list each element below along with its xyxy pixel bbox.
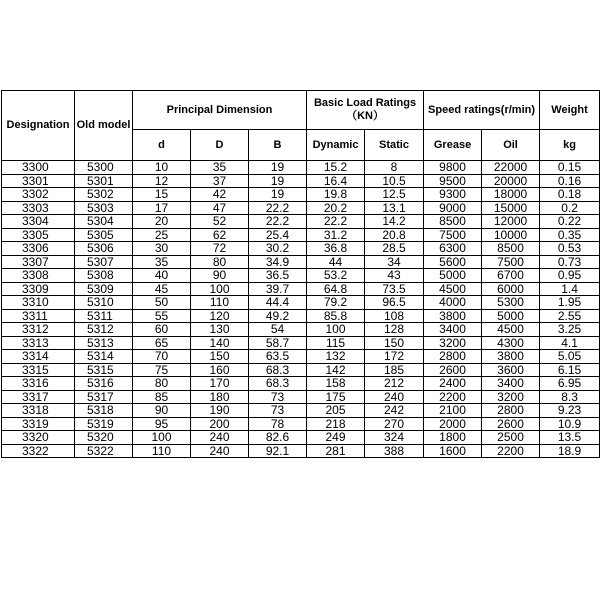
old-model-header: Old model	[75, 91, 133, 161]
cell-weight: 0.73	[540, 255, 600, 269]
cell-old-model: 5301	[75, 174, 133, 188]
cell-B: 34.9	[249, 255, 307, 269]
cell-static: 73.5	[365, 282, 424, 296]
cell-static: 13.1	[365, 201, 424, 215]
cell-grease: 2600	[424, 363, 482, 377]
cell-weight: 9.23	[540, 404, 600, 418]
cell-grease: 1800	[424, 431, 482, 445]
cell-designation: 3320	[2, 431, 75, 445]
cell-B: 19	[249, 188, 307, 202]
table-row	[2, 444, 600, 458]
cell-d: 50	[133, 296, 191, 310]
cell-static: 150	[365, 336, 424, 350]
cell-static: 20.8	[365, 228, 424, 242]
cell-d: 30	[133, 242, 191, 256]
cell-dynamic: 249	[307, 431, 365, 445]
cell-D: 240	[191, 431, 249, 445]
cell-designation: 3307	[2, 255, 75, 269]
cell-designation: 3318	[2, 404, 75, 418]
inner-diameter-header: d	[133, 130, 191, 161]
cell-D: 80	[191, 255, 249, 269]
cell-B: 73	[249, 404, 307, 418]
table-row	[2, 390, 600, 404]
cell-designation: 3301	[2, 174, 75, 188]
cell-old-model: 5306	[75, 242, 133, 256]
cell-D: 190	[191, 404, 249, 418]
cell-dynamic: 53.2	[307, 269, 365, 283]
cell-grease: 2000	[424, 417, 482, 431]
cell-designation: 3302	[2, 188, 75, 202]
cell-oil: 2600	[482, 417, 540, 431]
cell-B: 49.2	[249, 309, 307, 323]
cell-oil: 3600	[482, 363, 540, 377]
cell-old-model: 5320	[75, 431, 133, 445]
cell-static: 242	[365, 404, 424, 418]
cell-B: 22.2	[249, 215, 307, 229]
cell-old-model: 5312	[75, 323, 133, 337]
principal-dimension-header: Principal Dimension	[133, 91, 307, 130]
cell-old-model: 5307	[75, 255, 133, 269]
cell-static: 240	[365, 390, 424, 404]
table-row	[2, 201, 600, 215]
cell-designation: 3315	[2, 363, 75, 377]
cell-grease: 9500	[424, 174, 482, 188]
cell-grease: 4000	[424, 296, 482, 310]
bearing-spec-table	[1, 90, 600, 458]
cell-d: 90	[133, 404, 191, 418]
cell-grease: 8500	[424, 215, 482, 229]
cell-oil: 22000	[482, 161, 540, 175]
cell-B: 19	[249, 174, 307, 188]
table-row	[2, 215, 600, 229]
cell-D: 200	[191, 417, 249, 431]
cell-designation: 3303	[2, 201, 75, 215]
cell-designation: 3309	[2, 282, 75, 296]
cell-D: 35	[191, 161, 249, 175]
cell-designation: 3316	[2, 377, 75, 391]
cell-grease: 2800	[424, 350, 482, 364]
cell-weight: 0.53	[540, 242, 600, 256]
cell-static: 108	[365, 309, 424, 323]
cell-weight: 13.5	[540, 431, 600, 445]
dynamic-header: Dynamic	[307, 130, 365, 161]
static-header: Static	[365, 130, 424, 161]
cell-static: 14.2	[365, 215, 424, 229]
table-body	[2, 161, 600, 458]
cell-old-model: 5303	[75, 201, 133, 215]
cell-oil: 6000	[482, 282, 540, 296]
cell-weight: 18.9	[540, 444, 600, 458]
cell-D: 110	[191, 296, 249, 310]
cell-D: 90	[191, 269, 249, 283]
cell-grease: 2100	[424, 404, 482, 418]
cell-dynamic: 36.8	[307, 242, 365, 256]
designation-header: Designation	[2, 91, 75, 161]
cell-old-model: 5315	[75, 363, 133, 377]
cell-d: 70	[133, 350, 191, 364]
cell-oil: 2500	[482, 431, 540, 445]
cell-grease: 6300	[424, 242, 482, 256]
cell-old-model: 5314	[75, 350, 133, 364]
cell-d: 45	[133, 282, 191, 296]
cell-D: 240	[191, 444, 249, 458]
cell-designation: 3314	[2, 350, 75, 364]
cell-grease: 3400	[424, 323, 482, 337]
cell-weight: 10.9	[540, 417, 600, 431]
cell-static: 10.5	[365, 174, 424, 188]
cell-dynamic: 100	[307, 323, 365, 337]
table-row	[2, 363, 600, 377]
cell-old-model: 5308	[75, 269, 133, 283]
cell-weight: 3.25	[540, 323, 600, 337]
cell-dynamic: 158	[307, 377, 365, 391]
cell-B: 19	[249, 161, 307, 175]
cell-grease: 7500	[424, 228, 482, 242]
cell-d: 80	[133, 377, 191, 391]
cell-weight: 6.95	[540, 377, 600, 391]
cell-grease: 5000	[424, 269, 482, 283]
cell-weight: 0.22	[540, 215, 600, 229]
table-row	[2, 255, 600, 269]
oil-header: Oil	[482, 130, 540, 161]
cell-grease: 2400	[424, 377, 482, 391]
cell-oil: 7500	[482, 255, 540, 269]
cell-weight: 0.16	[540, 174, 600, 188]
cell-oil: 10000	[482, 228, 540, 242]
cell-oil: 12000	[482, 215, 540, 229]
cell-D: 120	[191, 309, 249, 323]
load-ratings-title: Basic Load Ratings	[313, 97, 417, 109]
cell-d: 35	[133, 255, 191, 269]
speed-ratings-header: Speed ratings(r/min)	[424, 91, 540, 130]
cell-B: 73	[249, 390, 307, 404]
cell-oil: 2200	[482, 444, 540, 458]
weight-header: Weight	[540, 91, 600, 130]
cell-grease: 2200	[424, 390, 482, 404]
cell-B: 54	[249, 323, 307, 337]
cell-static: 128	[365, 323, 424, 337]
cell-D: 100	[191, 282, 249, 296]
cell-oil: 15000	[482, 201, 540, 215]
cell-dynamic: 115	[307, 336, 365, 350]
cell-oil: 8500	[482, 242, 540, 256]
cell-static: 185	[365, 363, 424, 377]
cell-B: 68.3	[249, 377, 307, 391]
table-row	[2, 174, 600, 188]
cell-B: 63.5	[249, 350, 307, 364]
weight-unit-header: kg	[540, 130, 600, 161]
cell-static: 270	[365, 417, 424, 431]
cell-d: 95	[133, 417, 191, 431]
table-row	[2, 188, 600, 202]
cell-oil: 2800	[482, 404, 540, 418]
cell-D: 160	[191, 363, 249, 377]
cell-designation: 3304	[2, 215, 75, 229]
cell-designation: 3311	[2, 309, 75, 323]
cell-d: 55	[133, 309, 191, 323]
cell-dynamic: 16.4	[307, 174, 365, 188]
cell-static: 388	[365, 444, 424, 458]
cell-D: 62	[191, 228, 249, 242]
table-row	[2, 309, 600, 323]
cell-designation: 3317	[2, 390, 75, 404]
cell-oil: 3800	[482, 350, 540, 364]
cell-static: 34	[365, 255, 424, 269]
cell-weight: 6.15	[540, 363, 600, 377]
cell-oil: 5000	[482, 309, 540, 323]
cell-old-model: 5304	[75, 215, 133, 229]
cell-D: 130	[191, 323, 249, 337]
cell-weight: 4.1	[540, 336, 600, 350]
cell-dynamic: 85.8	[307, 309, 365, 323]
cell-oil: 4300	[482, 336, 540, 350]
cell-D: 150	[191, 350, 249, 364]
cell-weight: 8.3	[540, 390, 600, 404]
cell-grease: 9300	[424, 188, 482, 202]
cell-weight: 2.55	[540, 309, 600, 323]
cell-dynamic: 132	[307, 350, 365, 364]
cell-B: 36.5	[249, 269, 307, 283]
table-row	[2, 228, 600, 242]
cell-designation: 3313	[2, 336, 75, 350]
cell-old-model: 5310	[75, 296, 133, 310]
cell-D: 47	[191, 201, 249, 215]
cell-d: 25	[133, 228, 191, 242]
cell-B: 82.6	[249, 431, 307, 445]
cell-D: 140	[191, 336, 249, 350]
cell-dynamic: 79.2	[307, 296, 365, 310]
cell-B: 39.7	[249, 282, 307, 296]
cell-old-model: 5305	[75, 228, 133, 242]
cell-weight: 0.2	[540, 201, 600, 215]
table-row	[2, 404, 600, 418]
cell-oil: 6700	[482, 269, 540, 283]
cell-d: 17	[133, 201, 191, 215]
cell-dynamic: 64.8	[307, 282, 365, 296]
cell-grease: 9800	[424, 161, 482, 175]
width-header: B	[249, 130, 307, 161]
cell-D: 72	[191, 242, 249, 256]
cell-dynamic: 218	[307, 417, 365, 431]
cell-designation: 3310	[2, 296, 75, 310]
cell-old-model: 5311	[75, 309, 133, 323]
cell-D: 37	[191, 174, 249, 188]
cell-weight: 1.95	[540, 296, 600, 310]
cell-dynamic: 19.8	[307, 188, 365, 202]
load-ratings-header	[307, 91, 424, 130]
table-row	[2, 242, 600, 256]
cell-weight: 5.05	[540, 350, 600, 364]
cell-D: 52	[191, 215, 249, 229]
cell-static: 212	[365, 377, 424, 391]
cell-d: 100	[133, 431, 191, 445]
table-row	[2, 377, 600, 391]
cell-weight: 0.35	[540, 228, 600, 242]
cell-D: 170	[191, 377, 249, 391]
table-row	[2, 282, 600, 296]
cell-oil: 3400	[482, 377, 540, 391]
cell-old-model: 5318	[75, 404, 133, 418]
cell-static: 12.5	[365, 188, 424, 202]
cell-grease: 5600	[424, 255, 482, 269]
cell-dynamic: 205	[307, 404, 365, 418]
cell-grease: 9000	[424, 201, 482, 215]
cell-designation: 3305	[2, 228, 75, 242]
outer-diameter-header: D	[191, 130, 249, 161]
table-row	[2, 350, 600, 364]
cell-d: 10	[133, 161, 191, 175]
cell-old-model: 5322	[75, 444, 133, 458]
cell-grease: 3800	[424, 309, 482, 323]
cell-d: 15	[133, 188, 191, 202]
cell-weight: 0.15	[540, 161, 600, 175]
table-row	[2, 296, 600, 310]
cell-old-model: 5313	[75, 336, 133, 350]
cell-oil: 4500	[482, 323, 540, 337]
cell-B: 68.3	[249, 363, 307, 377]
cell-designation: 3312	[2, 323, 75, 337]
cell-d: 65	[133, 336, 191, 350]
grease-header: Grease	[424, 130, 482, 161]
cell-old-model: 5309	[75, 282, 133, 296]
cell-d: 12	[133, 174, 191, 188]
cell-grease: 3200	[424, 336, 482, 350]
table-row	[2, 323, 600, 337]
cell-grease: 4500	[424, 282, 482, 296]
cell-D: 180	[191, 390, 249, 404]
table-row	[2, 336, 600, 350]
table-row	[2, 431, 600, 445]
cell-static: 324	[365, 431, 424, 445]
cell-B: 22.2	[249, 201, 307, 215]
cell-static: 43	[365, 269, 424, 283]
cell-old-model: 5319	[75, 417, 133, 431]
cell-old-model: 5317	[75, 390, 133, 404]
cell-dynamic: 175	[307, 390, 365, 404]
cell-old-model: 5316	[75, 377, 133, 391]
cell-d: 85	[133, 390, 191, 404]
cell-d: 75	[133, 363, 191, 377]
cell-B: 44.4	[249, 296, 307, 310]
cell-dynamic: 20.2	[307, 201, 365, 215]
cell-designation: 3308	[2, 269, 75, 283]
cell-dynamic: 44	[307, 255, 365, 269]
cell-dynamic: 142	[307, 363, 365, 377]
cell-designation: 3300	[2, 161, 75, 175]
cell-weight: 0.95	[540, 269, 600, 283]
cell-D: 42	[191, 188, 249, 202]
cell-B: 78	[249, 417, 307, 431]
table-row	[2, 269, 600, 283]
cell-B: 30.2	[249, 242, 307, 256]
cell-dynamic: 281	[307, 444, 365, 458]
cell-B: 92.1	[249, 444, 307, 458]
cell-static: 172	[365, 350, 424, 364]
cell-old-model: 5302	[75, 188, 133, 202]
cell-B: 58.7	[249, 336, 307, 350]
cell-oil: 3200	[482, 390, 540, 404]
cell-weight: 1.4	[540, 282, 600, 296]
cell-d: 40	[133, 269, 191, 283]
cell-weight: 0.18	[540, 188, 600, 202]
cell-dynamic: 22.2	[307, 215, 365, 229]
cell-oil: 5300	[482, 296, 540, 310]
cell-d: 110	[133, 444, 191, 458]
cell-static: 96.5	[365, 296, 424, 310]
load-ratings-unit: （KN）	[346, 110, 384, 122]
cell-dynamic: 15.2	[307, 161, 365, 175]
cell-designation: 3319	[2, 417, 75, 431]
cell-oil: 20000	[482, 174, 540, 188]
cell-designation: 3322	[2, 444, 75, 458]
cell-oil: 18000	[482, 188, 540, 202]
cell-grease: 1600	[424, 444, 482, 458]
cell-static: 8	[365, 161, 424, 175]
cell-dynamic: 31.2	[307, 228, 365, 242]
cell-old-model: 5300	[75, 161, 133, 175]
cell-d: 60	[133, 323, 191, 337]
table-row	[2, 417, 600, 431]
cell-designation: 3306	[2, 242, 75, 256]
cell-d: 20	[133, 215, 191, 229]
cell-static: 28.5	[365, 242, 424, 256]
table-row	[2, 161, 600, 175]
cell-B: 25.4	[249, 228, 307, 242]
